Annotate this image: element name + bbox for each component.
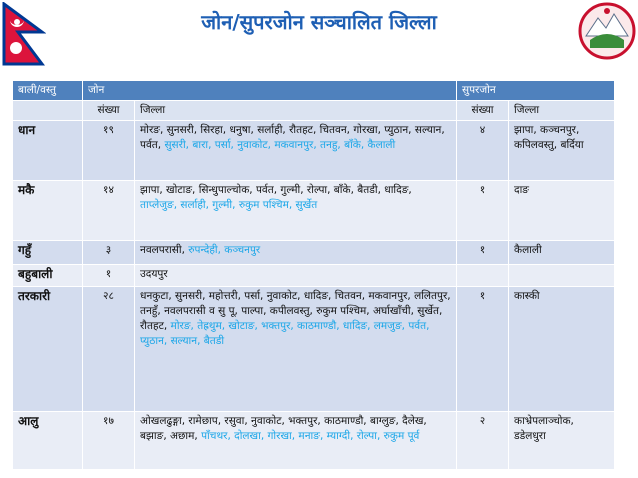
superzone-districts: [509, 265, 615, 287]
district-table: [12, 80, 615, 470]
zone-districts: ओखलढुङ्गा, रामेछाप, रसुवा, नुवाकोट, भक्तपुर, काठमाण्डौ, बाग्लुङ, दैलेख, बझाङ, अछाम, पाँचथर, दोलखा, गोरखा, मनाङ, म्याग्दी, रोल्पा, रुकुम पूर्व: [135, 412, 457, 470]
table-header-row: [13, 81, 615, 101]
superzone-count: १: [457, 241, 509, 265]
zone-districts-highlighted: मोरङ, तेह्रथुम, खोटाङ, भक्तपुर, काठमाण्डौ, धादिङ, लमजुङ, पर्वत, प्युठान, सल्यान, बैतडी: [140, 320, 430, 347]
zone-districts: धनकुटा, सुनसरी, महोत्तरी, पर्सा, नुवाकोट, धादिङ, चितवन, मकवानपुर, ललितपुर, तनहुँ, नवलपरासी व सु पू, पाल्पा, कपीलवस्तु, रुकुम पश्चिम, अर्घाखाँची, सुर्खेत, रौतहट, मोरङ, तेह्रथुम, खोटाङ, भक्तपुर, काठमाण्डौ, धादिङ, लमजुङ, पर्वत, प्युठान, सल्यान, बैतडी: [135, 287, 457, 412]
superzone-districts: काभ्रेपलाञ्चोक, डडेलधुरा: [509, 412, 615, 470]
crop-name: मकै: [13, 181, 83, 241]
zone-count: ३: [83, 241, 135, 265]
superzone-districts: कैलाली: [509, 241, 615, 265]
table-row: [13, 412, 615, 470]
table-subheader-row: [13, 101, 615, 121]
crop-name: गहुँ: [13, 241, 83, 265]
zone-count: २८: [83, 287, 135, 412]
zone-districts: मोरङ, सुनसरी, सिरहा, धनुषा, सर्लाही, रौतहट, चितवन, गोरखा, प्युठान, सल्यान, पर्वत, सुसरी, बारा, पर्सा, नुवाकोट, मकवानपुर, तनहु, बाँके, कैलाली: [135, 121, 457, 181]
zone-districts-highlighted: पाँचथर, दोलखा, गोरखा, मनाङ, म्याग्दी, रोल्पा, रुकुम पूर्व: [197, 430, 420, 442]
zone-count: १: [83, 265, 135, 287]
header-zone-count: संख्या: [83, 101, 135, 121]
zone-districts-highlighted: ताप्लेजुङ, सर्लाही, गुल्मी, रुकुम पश्चिम, सुर्खेत: [140, 199, 318, 211]
superzone-districts: कास्की: [509, 287, 615, 412]
table-row: [13, 241, 615, 265]
zone-count: १४: [83, 181, 135, 241]
header-zone: जोन: [83, 81, 457, 101]
superzone-count: ४: [457, 121, 509, 181]
header-crop: बाली/वस्तु: [13, 81, 83, 101]
superzone-count: [457, 265, 509, 287]
zone-districts: नवलपरासी, रुपन्देही, कञ्चनपुर: [135, 241, 457, 265]
superzone-count: १: [457, 287, 509, 412]
zone-districts: उदयपुर: [135, 265, 457, 287]
zone-districts-highlighted: सुसरी, बारा, पर्सा, नुवाकोट, मकवानपुर, तनहु, बाँके, कैलाली: [161, 139, 396, 151]
superzone-districts: दाङ: [509, 181, 615, 241]
zone-districts-highlighted: रुपन्देही, कञ्चनपुर: [184, 244, 261, 256]
zone-count: १७: [83, 412, 135, 470]
zone-districts: झापा, खोटाङ, सिन्धुपाल्चोक, पर्वत, गुल्मी, रोल्पा, बाँके, बैतडी, धादिङ, ताप्लेजुङ, सर्लाही, गुल्मी, रुकुम पश्चिम, सुर्खेत: [135, 181, 457, 241]
header-superzone: सुपरजोन: [457, 81, 615, 101]
header-superzone-district: जिल्ला: [509, 101, 615, 121]
page-title: जोन/सुपरजोन सञ्चालित जिल्ला: [201, 10, 437, 34]
table-row: [13, 265, 615, 287]
zone-count: १९: [83, 121, 135, 181]
superzone-count: १: [457, 181, 509, 241]
table-row: [13, 287, 615, 412]
superzone-districts: झापा, कञ्चनपुर, कपिलवस्तु, बर्दिया: [509, 121, 615, 181]
superzone-count: २: [457, 412, 509, 470]
crop-name: धान: [13, 121, 83, 181]
header-zone-district: जिल्ला: [135, 101, 457, 121]
header-superzone-count: संख्या: [457, 101, 509, 121]
crop-name: तरकारी: [13, 287, 83, 412]
table-row: [13, 121, 615, 181]
table-row: [13, 181, 615, 241]
crop-name: आलु: [13, 412, 83, 470]
crop-name: बहुबाली: [13, 265, 83, 287]
